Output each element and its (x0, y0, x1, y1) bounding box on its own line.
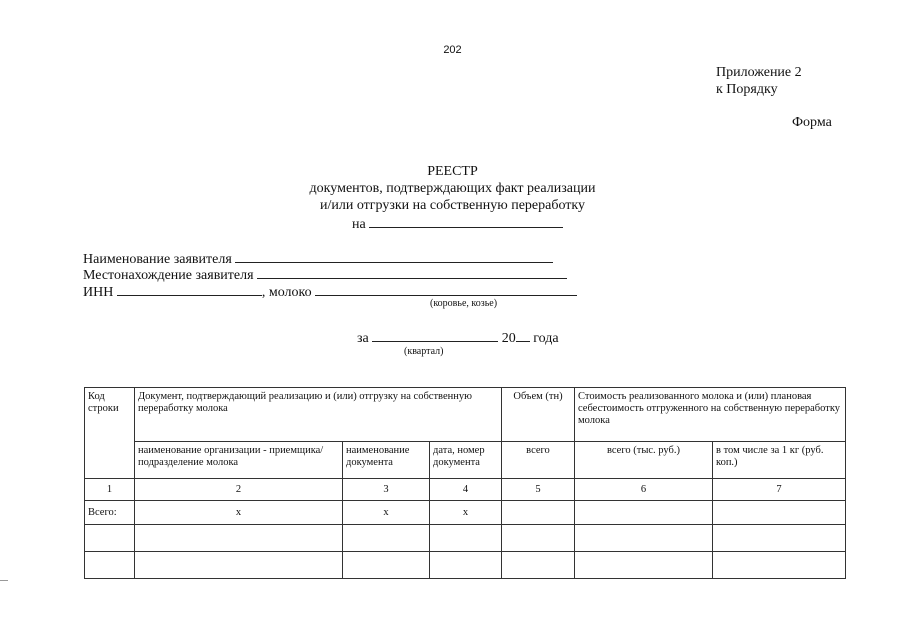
header-code: Код строки (85, 388, 135, 479)
registry-table (84, 387, 846, 579)
date-on-label: на (352, 217, 366, 232)
milk-type-blank (315, 283, 577, 296)
empty-cell[interactable] (85, 552, 135, 579)
column-number: 3 (343, 479, 430, 501)
date-blank (369, 215, 563, 228)
year-blank (516, 329, 530, 342)
form-label: Форма (792, 115, 832, 130)
empty-cell[interactable] (430, 525, 502, 552)
total-cell-cost[interactable] (575, 501, 713, 525)
total-cell-doc-date: х (430, 501, 502, 525)
milk-type-hint: (коровье, козье) (430, 298, 498, 309)
document-subtitle-line-1: документов, подтверждающих факт реализации (309, 181, 596, 196)
table-header-row-2 (85, 442, 846, 479)
document-title: РЕЕСТР (427, 164, 478, 179)
page-number: 202 (443, 44, 462, 56)
year-prefix: 20 (501, 331, 516, 346)
document-subtitle-line-2: и/или отгрузки на собственную переработку (319, 198, 586, 213)
empty-cell[interactable] (575, 552, 713, 579)
column-number: 4 (430, 479, 502, 501)
empty-cell[interactable] (135, 525, 343, 552)
total-cell-cost-per-kg[interactable] (713, 501, 846, 525)
period-line (357, 329, 559, 347)
empty-cell[interactable] (502, 552, 575, 579)
inn-blank (117, 283, 262, 296)
header-doc-date: дата, номер документа (430, 442, 502, 479)
applicant-location-blank (257, 266, 567, 279)
inn-milk-line (83, 283, 577, 301)
appendix-reference (716, 64, 802, 98)
column-number: 6 (575, 479, 713, 501)
applicant-location-label: Местонахождение заявителя (83, 268, 254, 283)
inn-label: ИНН (83, 285, 114, 300)
empty-cell[interactable] (575, 525, 713, 552)
quarter-blank (372, 329, 498, 342)
header-doc-name: наименование документа (343, 442, 430, 479)
empty-cell[interactable] (343, 552, 430, 579)
header-volume-total: всего (502, 442, 575, 479)
empty-cell[interactable] (343, 525, 430, 552)
total-row (85, 501, 846, 525)
table-row (85, 525, 846, 552)
table-row (85, 552, 846, 579)
date-on-line (352, 215, 563, 233)
margin-mark (0, 580, 8, 581)
column-number: 5 (502, 479, 575, 501)
milk-label: , молоко (261, 285, 312, 300)
appendix-line-2: к Порядку (716, 82, 778, 97)
header-cost-per-kg: в том числе за 1 кг (руб. коп.) (713, 442, 846, 479)
header-cost-total: всего (тыс. руб.) (575, 442, 713, 479)
total-label: Всего: (85, 501, 135, 525)
applicant-location-line (83, 266, 567, 284)
column-number: 1 (85, 479, 135, 501)
header-org: наименование организации - приемщика/подразделение молока (135, 442, 343, 479)
total-cell-org: х (135, 501, 343, 525)
column-number: 7 (713, 479, 846, 501)
total-cell-doc-name: х (343, 501, 430, 525)
column-number-row (85, 479, 846, 501)
header-volume: Объем (тн) (502, 388, 575, 442)
quarter-hint: (квартал) (404, 346, 444, 357)
applicant-name-blank (235, 250, 553, 263)
period-label: за (357, 331, 369, 346)
empty-cell[interactable] (502, 525, 575, 552)
empty-cell[interactable] (713, 525, 846, 552)
year-suffix: года (533, 331, 559, 346)
appendix-line-1: Приложение 2 (716, 65, 802, 80)
total-cell-volume[interactable] (502, 501, 575, 525)
table-header-row-1 (85, 388, 846, 442)
empty-cell[interactable] (713, 552, 846, 579)
column-number: 2 (135, 479, 343, 501)
header-document: Документ, подтверждающий реализацию и (или) отгрузку на собственную переработку молока (135, 388, 502, 442)
empty-cell[interactable] (135, 552, 343, 579)
empty-cell[interactable] (430, 552, 502, 579)
applicant-name-label: Наименование заявителя (83, 252, 232, 267)
empty-cell[interactable] (85, 525, 135, 552)
header-cost: Стоимость реализованного молока и (или) плановая себестоимость отгруженного на собственную переработку молока (575, 388, 846, 442)
